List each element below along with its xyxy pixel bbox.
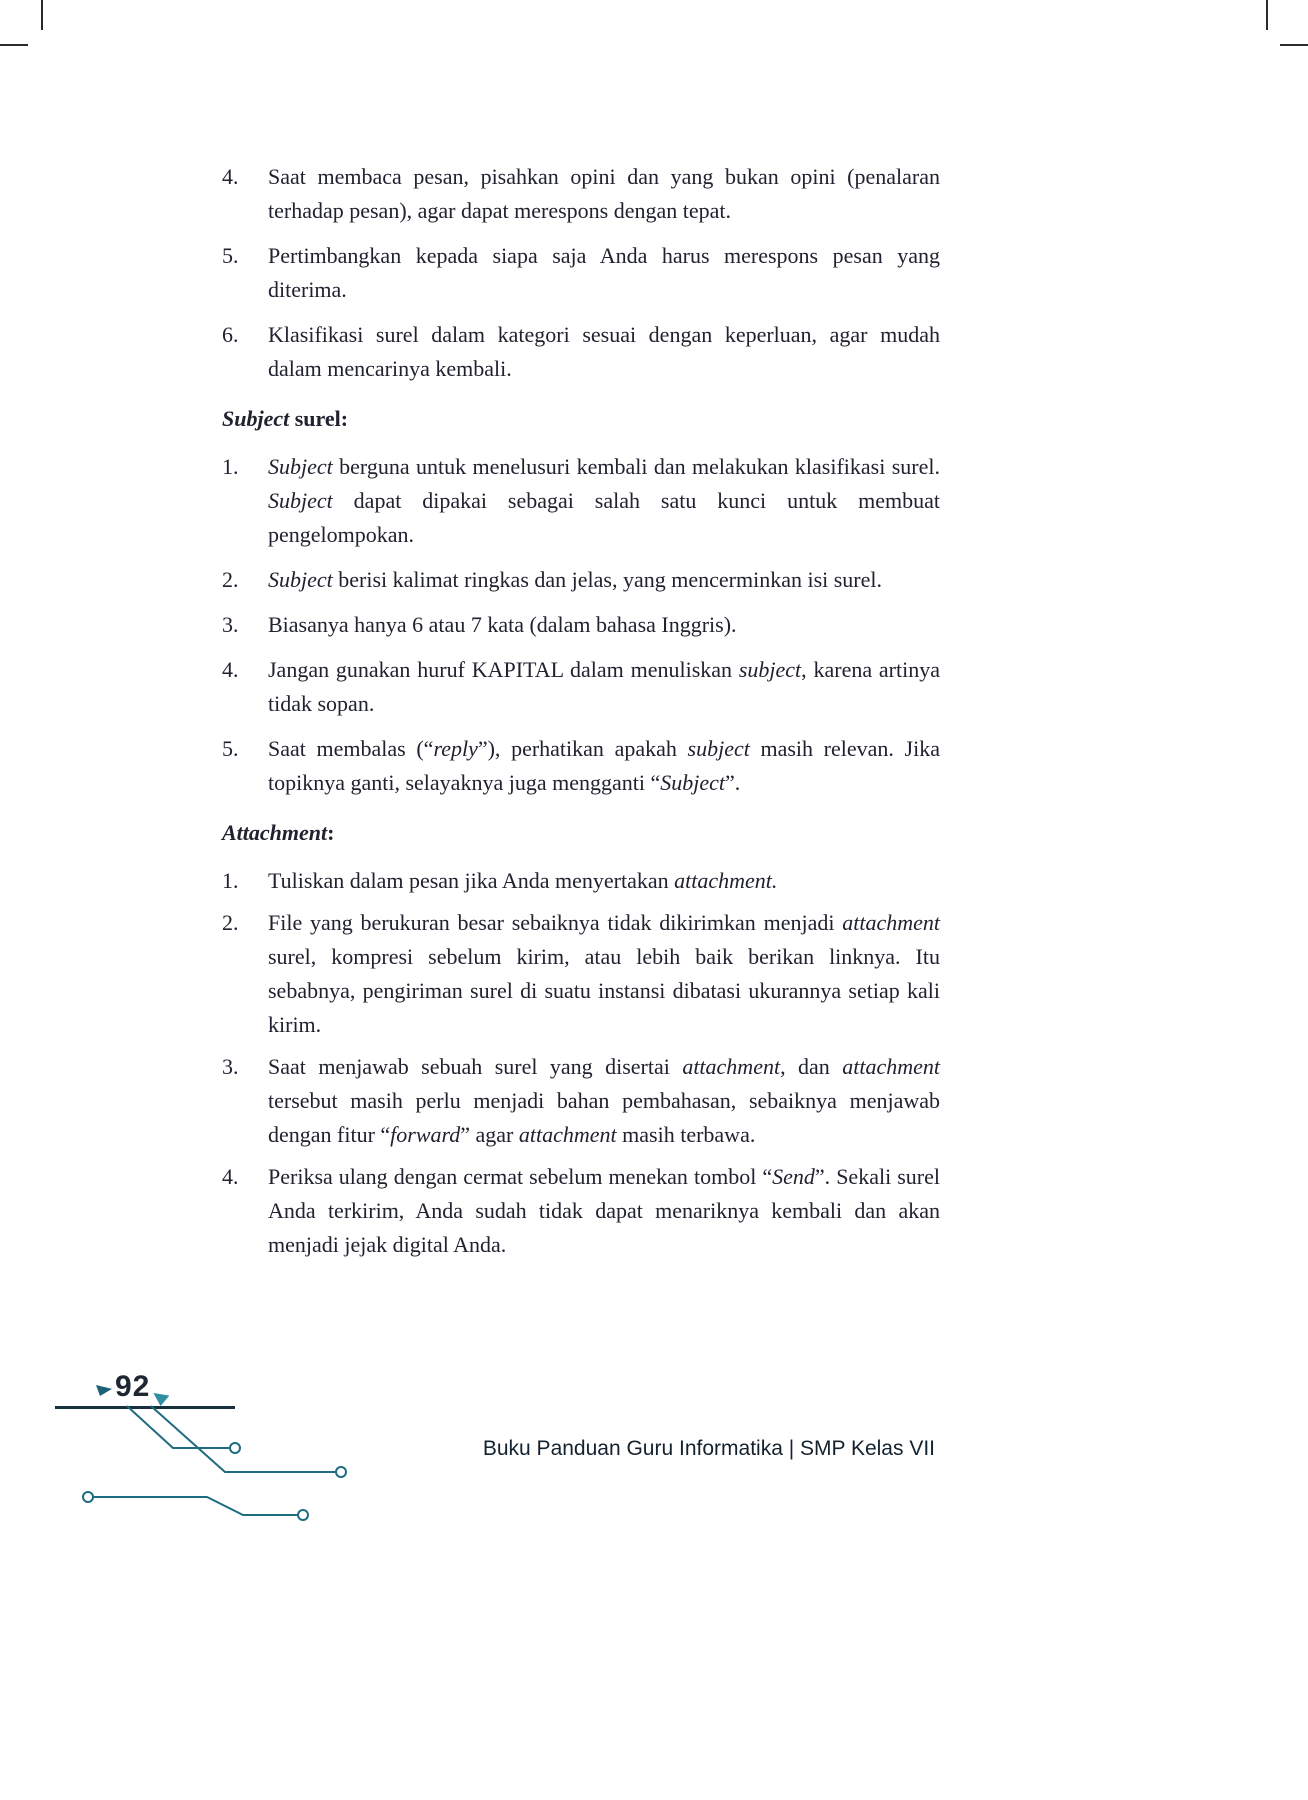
list-item-text: Saat membaca pesan, pisahkan opini dan yang bukan opini (penalaran terhadap pesan), agar dapat merespons dengan tepat. <box>268 164 940 223</box>
list-item-text: Periksa ulang dengan cermat sebelum menekan tombol “Send”. Sekali surel Anda terkirim, Anda sudah tidak dapat menariknya kembali dan akan menjadi jejak digital Anda. <box>268 1164 940 1257</box>
list-item-text: Subject berisi kalimat ringkas dan jelas, yang mencerminkan isi surel. <box>268 567 883 592</box>
crop-mark-top-left-horizontal <box>0 44 28 46</box>
heading-attachment: Attachment: <box>222 820 335 845</box>
list-item <box>222 732 940 800</box>
list-item <box>222 318 940 386</box>
list-item-text: Pertimbangkan kepada siapa saja Anda harus merespons pesan yang diterima. <box>268 243 940 302</box>
list-item-text: Klasifikasi surel dalam kategori sesuai dengan keperluan, agar mudah dalam mencarinya kembali. <box>268 322 940 381</box>
footer-caption: Buku Panduan Guru Informatika | SMP Kelas VII <box>482 1437 935 1460</box>
list-item-text: Tuliskan dalam pesan jika Anda menyertakan attachment. <box>268 868 778 893</box>
crop-mark-top-right-horizontal <box>1280 44 1308 46</box>
list-item-number: 6. <box>222 322 239 347</box>
page-number: 92 <box>115 1370 151 1403</box>
list-item-number: 4. <box>222 1164 239 1189</box>
page-content <box>222 160 940 1270</box>
list-item <box>222 653 940 721</box>
circuit-lines-decoration <box>55 1404 405 1534</box>
list-item-text: Saat menjawab sebuah surel yang disertai attachment, dan attachment tersebut masih perlu menjadi bahan pembahasan, sebaiknya menjawab dengan fitur “forward” agar attachment masih terbawa. <box>268 1054 940 1147</box>
crop-mark-top-left-vertical <box>41 0 43 30</box>
list-item-number: 2. <box>222 910 239 935</box>
arrow-decoration-icon <box>96 1383 112 1396</box>
heading-subject-surel: Subject surel: <box>222 406 349 431</box>
subject-list <box>222 450 940 800</box>
list-item-number: 1. <box>222 868 239 893</box>
attachment-list <box>222 864 940 1262</box>
list-item <box>222 1160 940 1262</box>
list-item-text: File yang berukuran besar sebaiknya tidak dikirimkan menjadi attachment surel, kompresi sebelum kirim, atau lebih baik berikan linknya. Itu sebabnya, pengiriman surel di suatu instansi dibatasi ukurannya setiap kali kirim. <box>268 910 940 1037</box>
list-item-number: 3. <box>222 1054 239 1079</box>
list-item <box>222 608 940 642</box>
list-item-number: 4. <box>222 164 239 189</box>
list-item-text: Subject berguna untuk menelusuri kembali dan melakukan klasifikasi surel. Subject dapat dipakai sebagai salah satu kunci untuk membuat pengelompokan. <box>268 454 940 547</box>
etiquette-list <box>222 160 940 386</box>
list-item-text: Biasanya hanya 6 atau 7 kata (dalam bahasa Inggris). <box>268 612 737 637</box>
list-item <box>222 906 940 1042</box>
list-item-number: 5. <box>222 243 239 268</box>
list-item <box>222 563 940 597</box>
list-item-text: Saat membalas (“reply”), perhatikan apakah subject masih relevan. Jika topiknya ganti, selayaknya juga mengganti “Subject”. <box>268 736 940 795</box>
list-item-number: 4. <box>222 657 239 682</box>
list-item <box>222 864 940 898</box>
list-item-number: 3. <box>222 612 239 637</box>
list-item <box>222 160 940 228</box>
list-item-number: 5. <box>222 736 239 761</box>
page-number-block <box>96 1370 169 1406</box>
list-item <box>222 239 940 307</box>
arrow-decoration-icon <box>153 1393 169 1406</box>
list-item-text: Jangan gunakan huruf KAPITAL dalam menuliskan subject, karena artinya tidak sopan. <box>268 657 940 716</box>
list-item <box>222 1050 940 1152</box>
list-item-number: 2. <box>222 567 239 592</box>
list-item-number: 1. <box>222 454 239 479</box>
crop-mark-top-right-vertical <box>1266 0 1268 30</box>
list-item <box>222 450 940 552</box>
